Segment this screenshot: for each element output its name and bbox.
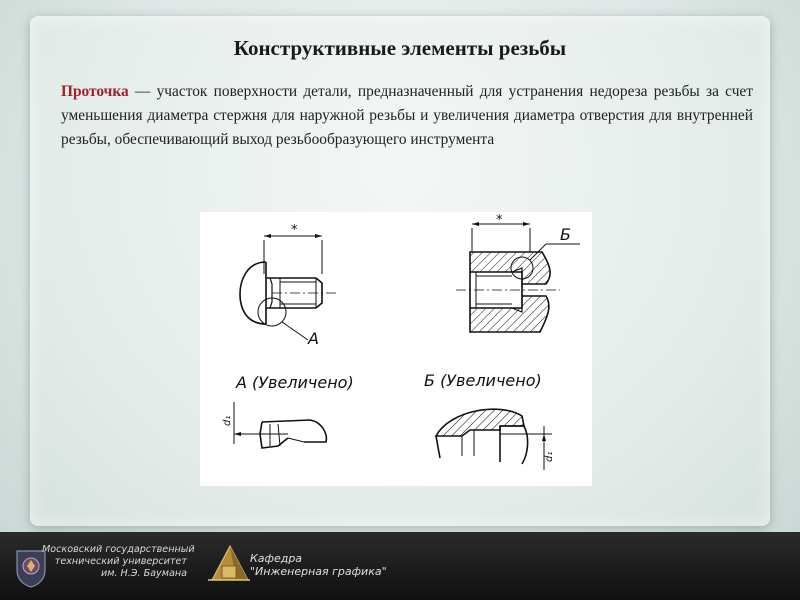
label-a: А: [308, 329, 319, 348]
department-name-line-2: "Инженерная графика": [250, 565, 387, 578]
university-name-line-3: им. Н.Э. Баумана: [100, 568, 187, 579]
definition-text: — участок поверхности детали, предназначенный для устранения недореза резьбы за счет уменьшения диаметра стержня для наружной резьбы и увеличения диаметра отверстия для внутренней резьбы, обеспечивающий выход резьбообразующего инструмента: [61, 83, 753, 148]
enlarged-view-a: [234, 402, 326, 448]
external-thread-view: [240, 234, 336, 340]
definition-paragraph: [61, 80, 753, 152]
university-name-line-1: Московский государственный: [42, 544, 195, 555]
dimension-mark-right: *: [496, 213, 503, 228]
caption-b: Б (Увеличено): [424, 371, 542, 390]
diameter-label-left: d₁: [222, 415, 233, 426]
label-b: Б: [560, 225, 571, 244]
thread-undercut-drawing: [200, 212, 592, 486]
enlarged-view-b: [436, 409, 552, 470]
definition-term: Проточка: [61, 83, 129, 100]
drawing-canvas: [200, 212, 592, 486]
department-name: [250, 552, 387, 578]
slide-title: Конструктивные элементы резьбы: [233, 36, 567, 60]
department-name-line-1: Кафедра: [250, 552, 303, 565]
diameter-label-right: d₁: [544, 451, 555, 462]
caption-a: А (Увеличено): [236, 373, 354, 392]
university-name: [42, 544, 195, 580]
department-logo-icon: [206, 540, 252, 584]
dimension-mark-left: *: [291, 223, 298, 238]
university-name-line-2: технический университет: [54, 556, 187, 567]
